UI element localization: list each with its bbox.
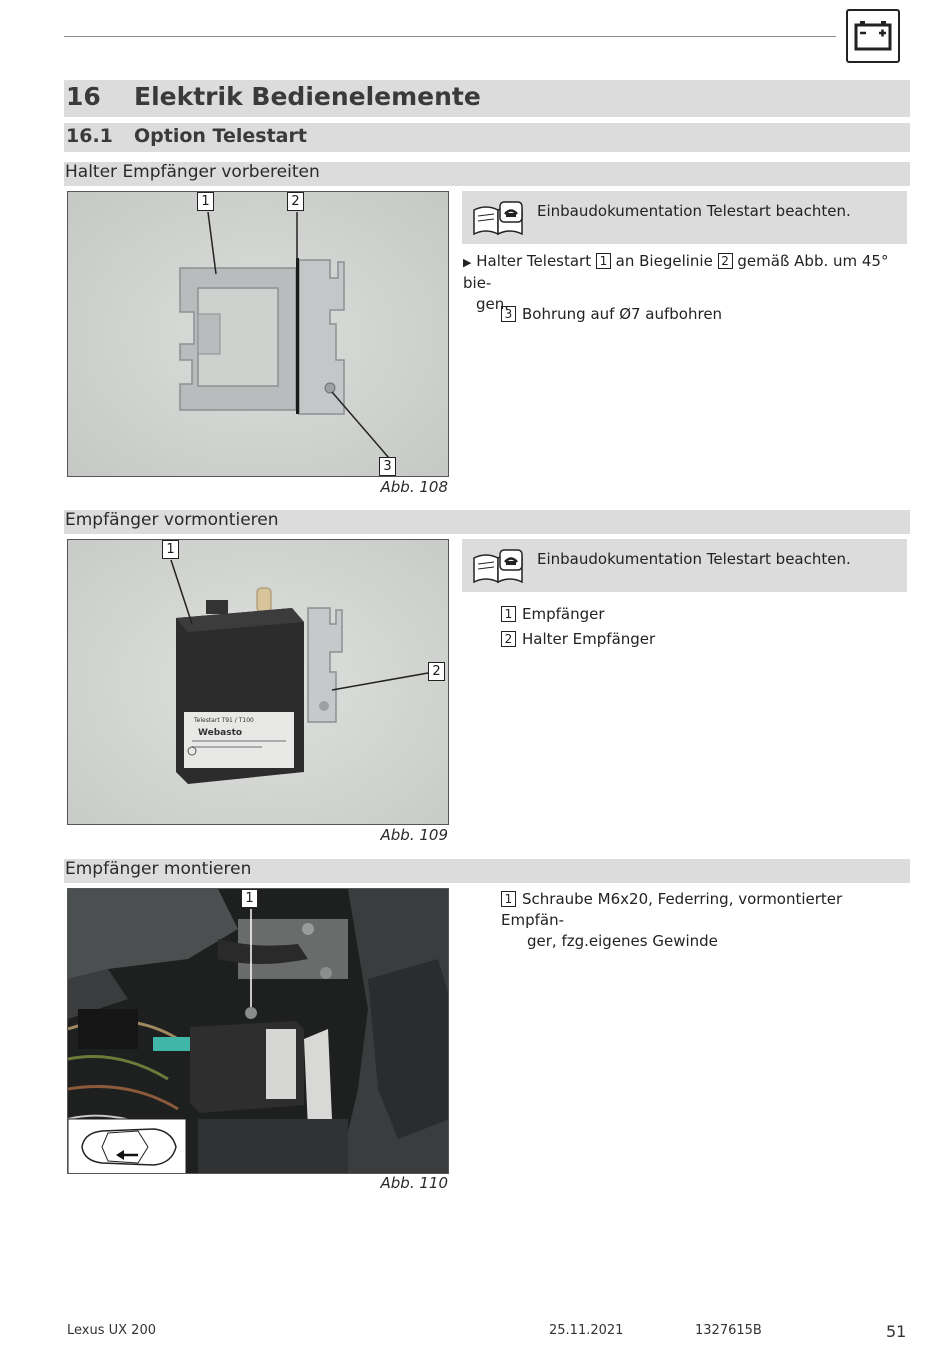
manual-book-icon (472, 200, 532, 236)
step-heading (64, 162, 910, 186)
callout-2: 2 (287, 192, 304, 211)
header-rule (64, 36, 836, 37)
callout-1: 1 (197, 192, 214, 211)
legend-item (501, 629, 655, 650)
manual-book-icon (472, 548, 532, 584)
legend-text: Empfänger (522, 605, 605, 623)
step-heading-text: Empfänger montieren (65, 859, 252, 879)
figure-caption: Abb. 110 (380, 1174, 448, 1192)
note-text: Einbaudokumentation Telestart beachten. (537, 202, 851, 220)
step-heading (64, 510, 910, 534)
legend-item (501, 604, 605, 625)
legend-text: Schraube M6x20, Federring, vormontierter Empfän- (501, 890, 843, 929)
legend-item (501, 304, 722, 325)
receiver-label-text: Telestart T91 / T100 (194, 717, 254, 724)
battery-icon (846, 9, 900, 63)
footer-date: 25.11.2021 (549, 1323, 624, 1338)
chapter-heading (64, 80, 910, 117)
legend-number: 1 (501, 891, 516, 907)
instruction-text: gemäß Abb. um 45° bie- (463, 252, 889, 292)
instruction-text: gen. (476, 295, 510, 313)
legend-number: 3 (501, 306, 516, 322)
bullet-icon: ▶ (463, 256, 472, 269)
chapter-title: Elektrik Bedienelemente (134, 82, 481, 111)
callout-2: 2 (428, 662, 445, 681)
instruction-text: Halter Telestart (476, 252, 592, 270)
instruction-text: an Biegelinie (615, 252, 713, 270)
callout-3: 3 (379, 457, 396, 476)
note-box (462, 191, 907, 244)
figure-caption: Abb. 109 (380, 826, 448, 844)
callout-1: 1 (241, 889, 258, 908)
step-heading (64, 859, 910, 883)
section-heading (64, 123, 910, 152)
note-box (462, 539, 907, 592)
step-heading-text: Empfänger vormontieren (65, 510, 279, 530)
figure-108-photo (67, 191, 449, 477)
legend-item (501, 889, 901, 952)
legend-text: ger, fzg.eigenes Gewinde (527, 932, 718, 950)
chapter-number: 16 (66, 82, 101, 111)
section-title: Option Telestart (134, 125, 307, 147)
footer-model: Lexus UX 200 (67, 1323, 156, 1338)
legend-number: 2 (501, 631, 516, 647)
figure-110-photo (67, 888, 449, 1174)
webasto-logo: Webasto (198, 728, 243, 738)
inline-ref-2: 2 (718, 253, 733, 269)
figure-caption: Abb. 108 (380, 478, 448, 496)
legend-number: 1 (501, 606, 516, 622)
inline-ref-1: 1 (596, 253, 611, 269)
page-number: 51 (886, 1322, 907, 1341)
legend-text: Bohrung auf Ø7 aufbohren (522, 305, 723, 323)
footer-doc-number: 1327615B (695, 1323, 762, 1338)
section-number: 16.1 (66, 125, 113, 147)
callout-1: 1 (162, 540, 179, 559)
figure-109-photo (67, 539, 449, 825)
legend-text: Halter Empfänger (522, 630, 656, 648)
note-text: Einbaudokumentation Telestart beachten. (537, 550, 851, 568)
step-heading-text: Halter Empfänger vorbereiten (65, 162, 320, 182)
